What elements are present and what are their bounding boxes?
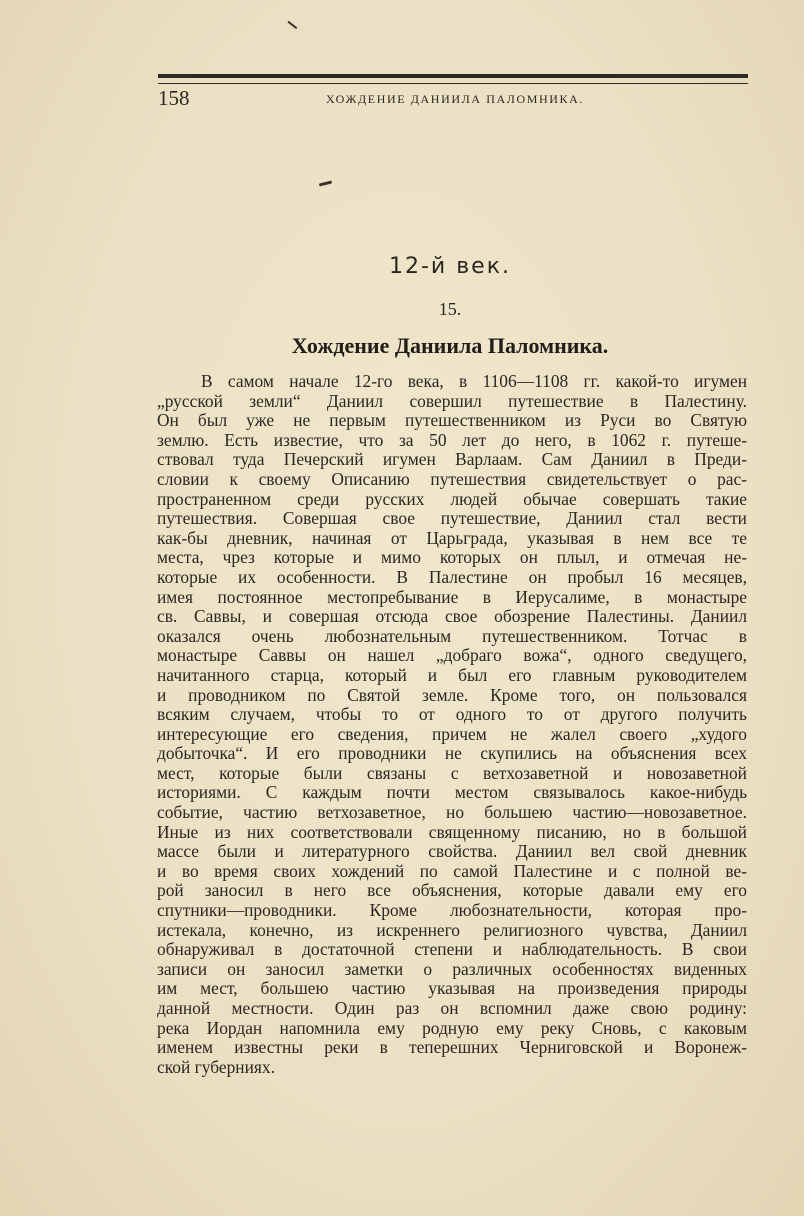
text-line: имея постоянное местопребывание в Иерусалиме, в монастыре — [157, 586, 747, 607]
text-line: событие, частию ветхозаветное, но большею частию—новозаветное. — [157, 802, 747, 823]
text-line: спутники—проводники. Кроме любознательности, которая про- — [157, 900, 747, 921]
ink-blot — [319, 180, 332, 186]
text-line: записи он заносил заметки о различных особенностях виденных — [157, 958, 747, 979]
text-line: массе были и литературного свойства. Даниил вел свой дневник — [157, 841, 747, 862]
text-line: ской губерниях. — [157, 1056, 275, 1077]
section-number: 15. — [438, 299, 462, 319]
text-line: св. Саввы, и совершая отсюда свое обозрение Палестины. Даниил — [157, 606, 747, 627]
text-line: которые их особенности. В Палестине он пробыл 16 месяцев, — [157, 566, 747, 587]
text-line: и во время своих хождений по самой Палестине и с полной ве- — [157, 860, 747, 881]
text-line: словии к своему Описанию путешествия свидетельствует о рас- — [157, 468, 747, 489]
header-rule-thin — [158, 83, 748, 84]
text-line: места, чрез которые и мимо которых он плыл, и отмечая не- — [157, 547, 747, 568]
stray-mark — [288, 21, 298, 29]
century-heading: 12-й век. — [388, 254, 511, 279]
text-line: истекала, конечно, из искреннего религиозного чувства, Даниил — [157, 919, 747, 940]
text-line: начитанного старца, который и был его главным руководителем — [157, 664, 747, 685]
text-line: добыточка“. И его проводники не скупились на объяснения всех — [157, 743, 747, 764]
text-line: как-бы дневник, начиная от Царьграда, указывая в нем все те — [157, 527, 747, 548]
page-number: 158 — [158, 86, 190, 110]
running-head: ХОЖДЕНИЕ ДАНИИЛА ПАЛОМНИКА. — [326, 92, 585, 106]
text-line: монастыре Саввы он нашел „добраго вожа“, одного сведущего, — [157, 645, 747, 666]
text-line: рой заносил в него все объяснения, которые давали ему его — [157, 880, 747, 901]
text-line: обнаруживал в достаточной степени и наблюдательность. В свои — [157, 939, 747, 960]
chapter-title: Хождение Даниила Паломника. — [291, 333, 609, 358]
text-line: пространенном среди русских людей обычае совершать такие — [157, 488, 747, 509]
text-line: Иные из них соответствовали священному писанию, но в большой — [157, 821, 747, 842]
text-line: Он был уже не первым путешественником из Руси во Святую — [157, 410, 747, 431]
text-line: историями. С каждым почти местом связывалось какое-нибудь — [157, 782, 747, 803]
text-line: именем известны реки в теперешних Черниговской и Воронеж- — [157, 1037, 747, 1058]
text-line: и проводником по Святой земле. Кроме того, он пользовался — [157, 684, 747, 705]
text-line: мест, которые были связаны с ветхозаветной и новозаветной — [157, 762, 747, 783]
text-line: „русской земли“ Даниил совершил путешествие в Палестину. — [157, 390, 747, 411]
header-rule-thick — [158, 74, 748, 78]
text-line: интересующие его сведения, причем не жалел своего „худого — [157, 723, 747, 744]
text-line: данной местности. Один раз он вспомнил даже свою родину: — [157, 998, 747, 1018]
text-line: им мест, большею частию указывая на произведения природы — [157, 978, 747, 999]
text-line: ствовал туда Печерский игумен Варлаам. Сам Даниил в Преди- — [157, 449, 747, 470]
text-line: река Иордан напомнила ему родную ему реку Сновь, с каковым — [157, 1017, 747, 1038]
text-line: оказался очень любознательным путешественником. Тотчас в — [157, 625, 747, 646]
text-line: В самом начале 12-го века, в 1106—1108 гг. какой-то игумен — [201, 371, 747, 391]
body-paragraph — [157, 372, 747, 1077]
text-line: всяким случаем, чтобы то от одного то от другого получить — [157, 704, 747, 725]
text-line: землю. Есть известие, что за 50 лет до него, в 1062 г. путеше- — [157, 429, 747, 450]
text-line: путешествия. Совершая свое путешествие, Даниил стал вести — [157, 508, 747, 529]
